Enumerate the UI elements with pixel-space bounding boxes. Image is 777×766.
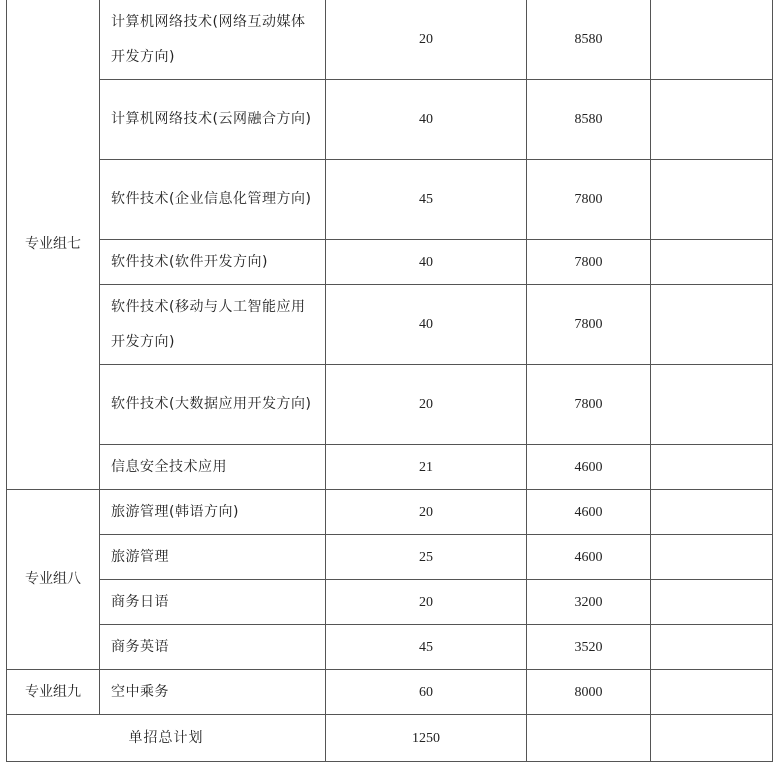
major-name: 软件技术(软件开发方向)	[100, 240, 326, 285]
note-cell	[651, 160, 773, 240]
tuition-fee: 7800	[527, 160, 651, 240]
major-name: 计算机网络技术(网络互动媒体开发方向)	[100, 0, 326, 80]
note-cell	[651, 625, 773, 670]
note-cell	[651, 0, 773, 80]
tuition-fee: 4600	[527, 445, 651, 490]
tuition-fee: 3200	[527, 580, 651, 625]
tuition-fee: 7800	[527, 365, 651, 445]
note-cell	[651, 490, 773, 535]
plan-count: 60	[326, 670, 527, 715]
table-row	[7, 670, 773, 715]
note-cell	[527, 715, 651, 762]
tuition-fee: 7800	[527, 240, 651, 285]
plan-count: 45	[326, 160, 527, 240]
major-name: 商务英语	[100, 625, 326, 670]
major-name: 空中乘务	[100, 670, 326, 715]
plan-count: 20	[326, 365, 527, 445]
note-cell	[651, 80, 773, 160]
plan-count: 25	[326, 535, 527, 580]
table-row	[7, 490, 773, 535]
major-name: 旅游管理	[100, 535, 326, 580]
plan-count: 40	[326, 240, 527, 285]
major-name: 计算机网络技术(云网融合方向)	[100, 80, 326, 160]
note-cell	[651, 535, 773, 580]
plan-count: 45	[326, 625, 527, 670]
table-row	[7, 160, 773, 240]
plan-count: 20	[326, 580, 527, 625]
note-cell	[651, 670, 773, 715]
group-cell-g8: 专业组八	[7, 490, 100, 670]
major-name: 旅游管理(韩语方向)	[100, 490, 326, 535]
note-cell	[651, 580, 773, 625]
tuition-fee: 4600	[527, 490, 651, 535]
tuition-fee: 3520	[527, 625, 651, 670]
note-cell	[651, 365, 773, 445]
tuition-fee: 4600	[527, 535, 651, 580]
plan-count: 40	[326, 80, 527, 160]
plan-count: 20	[326, 0, 527, 80]
table-row	[7, 240, 773, 285]
tuition-fee: 8000	[527, 670, 651, 715]
table-row	[7, 445, 773, 490]
total-row	[7, 715, 773, 762]
major-name: 信息安全技术应用	[100, 445, 326, 490]
major-name: 商务日语	[100, 580, 326, 625]
major-name: 软件技术(移动与人工智能应用开发方向)	[100, 285, 326, 365]
major-name: 软件技术(企业信息化管理方向)	[100, 160, 326, 240]
plan-count: 21	[326, 445, 527, 490]
table-row	[7, 365, 773, 445]
total-value: 1250	[326, 715, 527, 762]
table-row	[7, 625, 773, 670]
tuition-fee: 8580	[527, 0, 651, 80]
note-cell	[651, 285, 773, 365]
note-cell	[651, 445, 773, 490]
table-row	[7, 535, 773, 580]
group-cell-g9: 专业组九	[7, 670, 100, 715]
plan-count: 40	[326, 285, 527, 365]
note-cell	[651, 715, 773, 762]
tuition-fee: 8580	[527, 80, 651, 160]
enrollment-plan-table	[6, 0, 773, 762]
group-cell-g7: 专业组七	[7, 0, 100, 490]
plan-count: 20	[326, 490, 527, 535]
major-name: 软件技术(大数据应用开发方向)	[100, 365, 326, 445]
table-row	[7, 580, 773, 625]
table-row	[7, 80, 773, 160]
table-row	[7, 0, 773, 80]
table-row	[7, 285, 773, 365]
tuition-fee: 7800	[527, 285, 651, 365]
total-label: 单招总计划	[7, 715, 326, 762]
note-cell	[651, 240, 773, 285]
